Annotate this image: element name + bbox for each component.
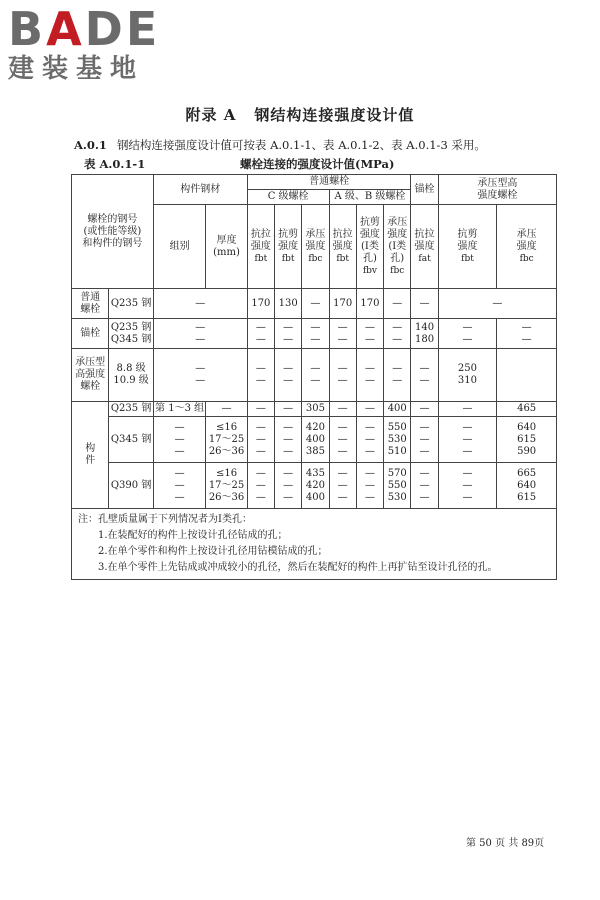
header-group: 组别 [153, 205, 206, 289]
cell-ab-shear: — — — [356, 417, 383, 463]
cell-ab-shear: — [356, 402, 383, 417]
note-intro: 注：孔壁质量属于下列情况者为Ⅰ类孔： [78, 514, 252, 525]
cell-group-thickness: — [153, 289, 247, 319]
header-ab-shear: 抗剪 强度 (Ⅰ类 孔) fbv [356, 205, 383, 289]
cell-ab-shear: 170 [356, 289, 383, 319]
cell-ab-tension: — — — [329, 463, 356, 509]
page-number: 第 50 页 共 89页 [466, 838, 545, 849]
note-item: 3.在单个零件上先钻成或冲成较小的孔径，然后在装配好的构件上再扩钻至设计孔径的孔。 [98, 562, 498, 573]
header-ab-bearing: 承压 强度 (Ⅰ类 孔) fbc [384, 205, 411, 289]
cell-ab-tension: — [329, 402, 356, 417]
cell-steel: Q235 钢 [109, 289, 153, 319]
cell-c-bearing: — — [302, 319, 329, 349]
cell-hs-shear: 250 310 [438, 349, 497, 402]
cell-thickness: ≤16 17～25 26～36 [206, 463, 247, 509]
header-c-tension: 抗拉 强度 fbt [247, 205, 274, 289]
table-row [72, 402, 557, 417]
table-row [72, 319, 557, 349]
cell-c-tension: — [247, 402, 274, 417]
cell-hs-bearing [497, 349, 557, 402]
cell-hs-shear: — — [438, 319, 497, 349]
cell-c-tension: — — — [247, 463, 274, 509]
cell-c-bearing: — [302, 289, 329, 319]
logo-subtitle: 建装基地 [8, 54, 145, 84]
bolt-strength-table [71, 174, 557, 580]
cell-c-shear: — — [275, 319, 302, 349]
header-ab-tension: 抗拉 强度 fbt [329, 205, 356, 289]
cell-anchor: — [411, 289, 438, 319]
cell-ab-bearing: — [384, 289, 411, 319]
cell-c-bearing: 305 [302, 402, 329, 417]
header-anchor-bolt: 锚栓 [411, 175, 438, 205]
cell-ab-bearing: 570 550 530 [384, 463, 411, 509]
header-c-bearing: 承压 强度 fbc [302, 205, 329, 289]
note-item: 1.在装配好的构件上按设计孔径钻成的孔； [98, 530, 288, 541]
cell-anchor: 140 180 [411, 319, 438, 349]
row-label-ordinary: 普通 螺栓 [72, 289, 109, 319]
cell-hs: — [438, 289, 556, 319]
table-row [72, 349, 557, 402]
cell-c-tension: — — [247, 349, 274, 402]
cell-c-bearing: 420 400 385 [302, 417, 329, 463]
cell-c-bearing: 435 420 400 [302, 463, 329, 509]
cell-anchor: — — [411, 349, 438, 402]
header-anchor-tension: 抗拉 强度 fat [411, 205, 438, 289]
cell-hs-bearing: 665 640 615 [497, 463, 557, 509]
cell-hs-shear: — — — [438, 417, 497, 463]
cell-c-shear: — — [275, 349, 302, 402]
cell-anchor: — [411, 402, 438, 417]
cell-c-tension: 170 [247, 289, 274, 319]
cell-c-shear: — — — [275, 417, 302, 463]
appendix-title: 附录 A 钢结构连接强度设计值 [185, 106, 415, 124]
cell-group: 第 1～3 组 [153, 402, 206, 417]
cell-ab-tension: — — — [329, 417, 356, 463]
cell-steel: Q235 钢 Q345 钢 [109, 319, 153, 349]
row-label-member: 构 件 [72, 402, 109, 509]
cell-ab-tension: 170 [329, 289, 356, 319]
cell-ab-bearing: — — [384, 349, 411, 402]
table-notes [72, 509, 557, 580]
bade-logo [8, 4, 188, 90]
cell-group: — — — [153, 417, 206, 463]
cell-c-bearing: — — [302, 349, 329, 402]
cell-ab-shear: — — — [356, 463, 383, 509]
cell-c-shear: — — — [275, 463, 302, 509]
header-hs-shear: 抗剪 强度 fbt [438, 205, 497, 289]
table-row [72, 289, 557, 319]
cell-group: — — — [153, 463, 206, 509]
cell-thickness: ≤16 17～25 26～36 [206, 417, 247, 463]
cell-steel: Q390 钢 [109, 463, 153, 509]
cell-steel: Q235 钢 [109, 402, 153, 417]
row-label-anchor: 锚栓 [72, 319, 109, 349]
header-c-shear: 抗剪 强度 fbt [275, 205, 302, 289]
cell-ab-bearing: 550 530 510 [384, 417, 411, 463]
cell-thickness: — [206, 402, 247, 417]
cell-c-shear: — [275, 402, 302, 417]
cell-anchor: — — — [411, 463, 438, 509]
logo-wordmark: BADE [8, 2, 161, 56]
header-ordinary-bolt: 普通螺栓 [247, 175, 411, 190]
cell-hs-shear: — [438, 402, 497, 417]
table-notes-row [72, 509, 557, 580]
cell-hs-bearing: 640 615 590 [497, 417, 557, 463]
header-member-steel: 构件钢材 [153, 175, 247, 205]
cell-group-thickness: — — [153, 319, 247, 349]
cell-ab-shear: — — [356, 349, 383, 402]
cell-ab-tension: — — [329, 319, 356, 349]
cell-c-shear: 130 [275, 289, 302, 319]
cell-grade: 8.8 级 10.9 级 [109, 349, 153, 402]
cell-steel: Q345 钢 [109, 417, 153, 463]
cell-c-tension: — — [247, 319, 274, 349]
clause-text: A.0.1 钢结构连接强度设计值可按表 A.0.1-1、表 A.0.1-2、表 A.0.1-3 采用。 [74, 138, 486, 152]
cell-ab-bearing: — — [384, 319, 411, 349]
header-class-ab: A 级、B 级螺栓 [329, 190, 411, 205]
row-label-hs: 承压型 高强度 螺栓 [72, 349, 109, 402]
note-item: 2.在单个零件和构件上按设计孔径用钻模钻成的孔； [98, 546, 328, 557]
header-row-label: 螺栓的钢号 (或性能等级) 和构件的钢号 [72, 175, 154, 289]
header-hs-bearing: 承压型高 强度螺栓 [438, 175, 556, 205]
cell-ab-bearing: 400 [384, 402, 411, 417]
table-row [72, 417, 557, 463]
header-class-c: C 级螺栓 [247, 190, 329, 205]
cell-anchor: — — — [411, 417, 438, 463]
header-thickness: 厚度 (mm) [206, 205, 247, 289]
cell-ab-shear: — — [356, 319, 383, 349]
cell-hs-bearing: — — [497, 319, 557, 349]
cell-hs-shear: — — — [438, 463, 497, 509]
cell-hs-bearing: 465 [497, 402, 557, 417]
cell-group-thickness: — — [153, 349, 247, 402]
cell-ab-tension: — — [329, 349, 356, 402]
table-row [72, 463, 557, 509]
table-title: 螺栓连接的强度设计值(MPa) [240, 157, 395, 171]
table-label: 表 A.0.1-1 [84, 157, 146, 171]
header-hs-bearing-col: 承压 强度 fbc [497, 205, 557, 289]
cell-c-tension: — — — [247, 417, 274, 463]
